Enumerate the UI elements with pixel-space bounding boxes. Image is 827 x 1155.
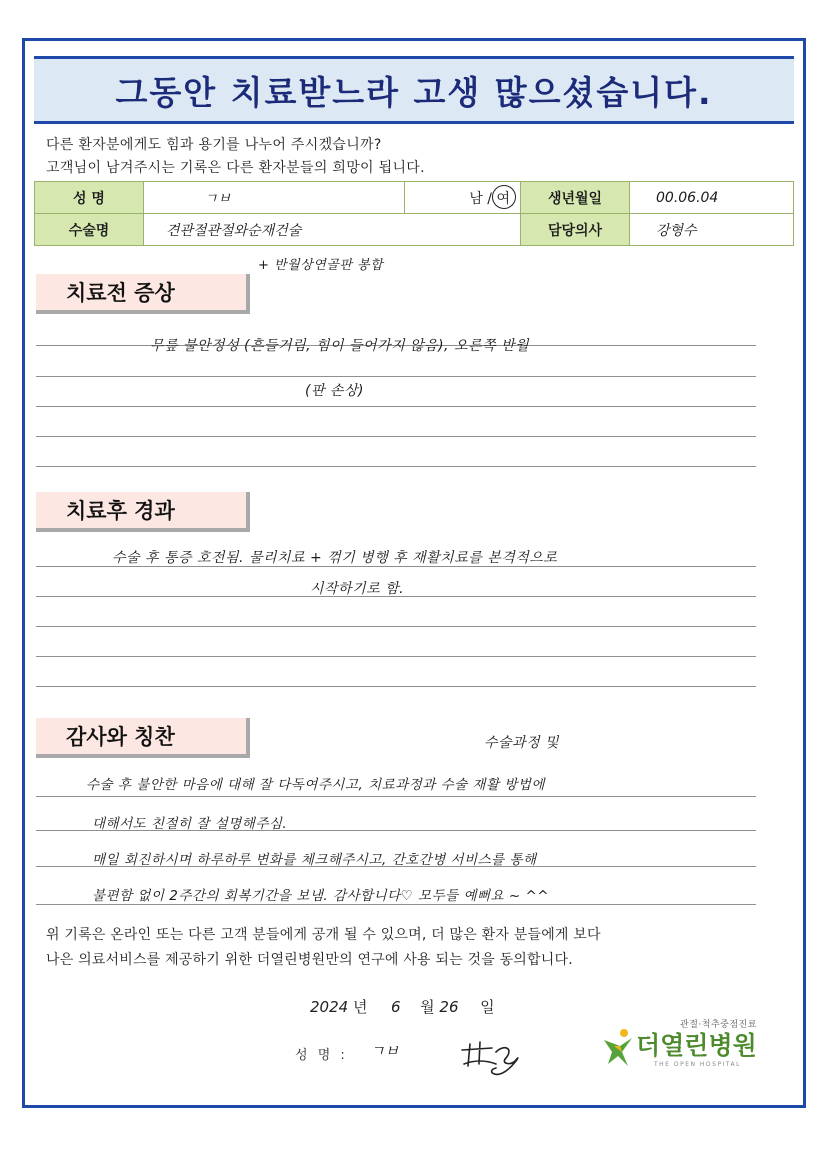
thanks-line-2: 대해서도 친절히 잘 설명해주심. — [92, 816, 288, 832]
date-day: 26 — [439, 998, 459, 1016]
thanks-insert-note: 수술과정 및 — [484, 735, 560, 751]
person-star-icon — [600, 1026, 636, 1070]
section-after-heading: 치료후 경과 — [36, 492, 250, 532]
date-month-unit: 월 — [420, 998, 435, 1016]
thanks-line-1: 수술 후 불안한 마음에 대해 잘 다독여주시고, 치료과정과 수술 재활 방법에 — [86, 777, 545, 793]
before-line-2: (판 손상) — [305, 383, 364, 399]
rule — [36, 436, 756, 437]
name-label: 성 명 — [35, 182, 144, 214]
rule — [36, 626, 756, 627]
date-year-unit: 년 — [352, 998, 368, 1016]
intro-line-1: 다른 환자분에게도 힘과 용기를 나누어 주시겠습니까? — [46, 137, 382, 153]
date-year: 2024 — [310, 998, 349, 1016]
after-line-2: 시작하기로 함. — [310, 581, 405, 597]
signature-mark — [452, 1030, 532, 1080]
rule — [36, 656, 756, 657]
rule — [36, 466, 756, 467]
section-thanks-heading: 감사와 칭찬 — [36, 718, 250, 758]
signature-label: 성 명 : — [295, 1048, 348, 1063]
gender-circle-mark — [492, 185, 516, 209]
title-banner — [34, 56, 794, 124]
rule — [36, 376, 756, 377]
patient-info-table — [34, 181, 794, 246]
date-day-unit: 일 — [480, 998, 495, 1016]
rule — [36, 904, 756, 905]
before-line-1: 무릎 불안정성 (흔들거림, 힘이 들어가지 않음), 오른쪽 반월 — [150, 338, 530, 354]
page-title: 그동안 치료받느라 고생 많으셨습니다. — [115, 72, 713, 112]
doctor-value: 강형수 — [630, 214, 794, 246]
surgery-value: 견관절관절와순재건술 — [144, 214, 521, 246]
gender-cell — [405, 182, 521, 214]
name-value: ㄱㅂ — [144, 182, 405, 214]
birth-label: 생년월일 — [521, 182, 630, 214]
rule — [36, 796, 756, 797]
thanks-line-4: 불편함 없이 2주간의 회복기간을 보냄. 감사합니다♡ 모두들 예뻐요 ~ ^^ — [92, 888, 550, 904]
consent-line-1: 위 기록은 온라인 또는 다른 고객 분들에게 공개 될 수 있으며, 더 많은 환자 분들에게 보다 — [46, 927, 601, 943]
after-line-1: 수술 후 통증 호전됨. 물리치료 + 꺾기 병행 후 재활치료를 본격적으로 — [112, 550, 558, 566]
logo-name: 더열린병원 — [636, 1031, 757, 1060]
intro-line-2: 고객님이 남겨주시는 기록은 다른 환자분들의 희망이 됩니다. — [46, 160, 425, 176]
surgery-extra-note: + 반월상연골판 봉합 — [258, 258, 384, 273]
logo-subtitle: THE OPEN HOSPITAL — [654, 1061, 741, 1068]
rule — [36, 686, 756, 687]
consent-line-2: 나은 의료서비스를 제공하기 위한 더열린병원만의 연구에 사용 되는 것을 동의합니다. — [46, 952, 573, 968]
thanks-line-3: 매일 회진하시며 하루하루 변화를 체크해주시고, 간호간병 서비스를 통해 — [92, 852, 537, 868]
section-before-heading: 치료전 증상 — [36, 274, 250, 314]
signature-name: ㄱㅂ — [370, 1042, 399, 1060]
surgery-label: 수술명 — [35, 214, 144, 246]
rule — [36, 406, 756, 407]
logo-tagline: 관절·척추중점진료 — [680, 1020, 757, 1030]
birth-value: 00.06.04 — [630, 182, 794, 214]
gender-label: 남 / 여 — [469, 190, 510, 207]
date-row — [310, 996, 495, 1017]
doctor-label: 담당의사 — [521, 214, 630, 246]
date-month: 6 — [391, 998, 401, 1016]
